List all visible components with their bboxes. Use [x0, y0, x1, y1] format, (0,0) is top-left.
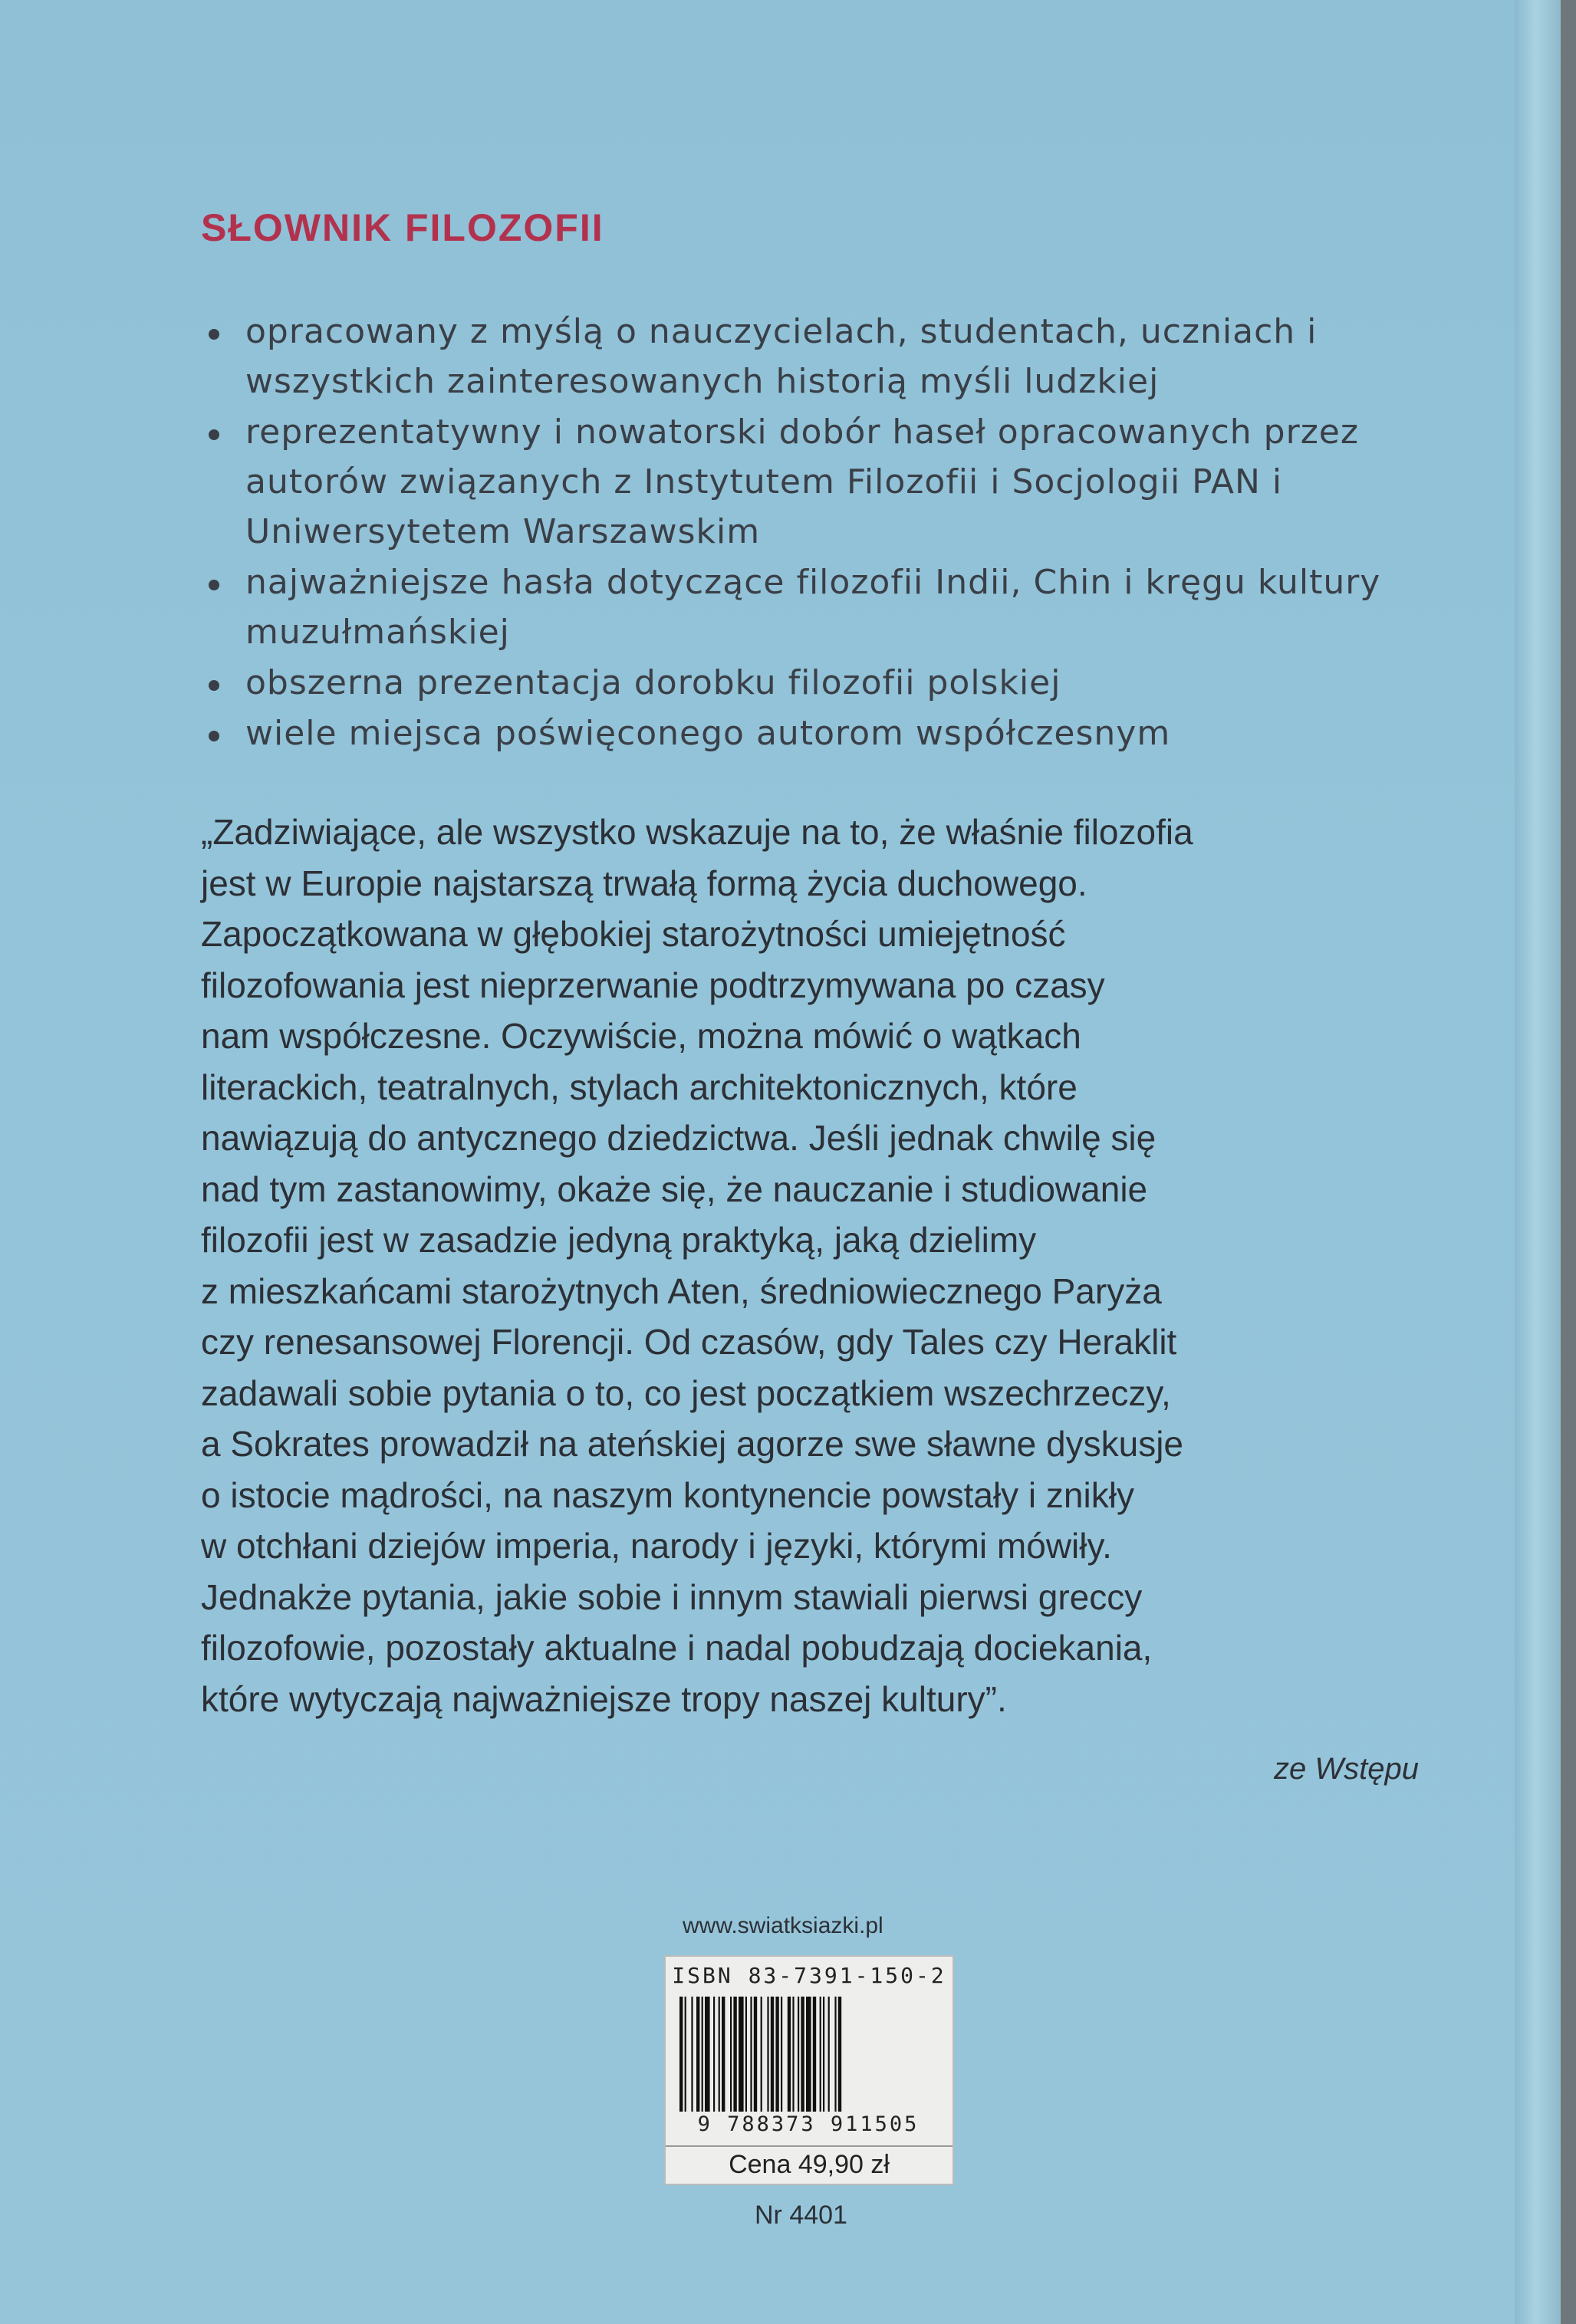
barcode-bar: [702, 1997, 703, 2112]
feature-list: [206, 307, 1402, 759]
barcode-bar: [801, 1997, 804, 2112]
barcode-bar: [750, 1997, 752, 2112]
price-tag: Cena 49,90 zł: [666, 2145, 953, 2180]
spine-edge: [1515, 0, 1561, 2324]
barcode-bar: [745, 1997, 747, 2112]
quote-line: nawiązują do antycznego dziedzictwa. Jeśli jednak chwilę się: [201, 1118, 1157, 1158]
quote-line: z mieszkańcami starożytnych Aten, średniowiecznego Paryża: [201, 1270, 1162, 1311]
barcode-bar: [820, 1997, 821, 2112]
barcode-digits: 9 788373 911505: [697, 2112, 920, 2136]
barcode-bar: [838, 1997, 841, 2112]
barcode-bar: [767, 1997, 768, 2112]
barcode-bar: [813, 1997, 816, 2112]
barcode-bar: [761, 1997, 762, 2112]
barcode-bar: [705, 1997, 710, 2112]
quote-line: filozofowania jest nieprzerwanie podtrzymywana po czasy: [201, 965, 1105, 1005]
barcode-bar: [722, 1997, 725, 2112]
barcode-bar: [733, 1997, 736, 2112]
quote-line: filozofii jest w zasadzie jedyną praktyką, jaką dzielimy: [201, 1220, 1037, 1260]
catalog-number: Nr 4401: [755, 2201, 847, 2230]
barcode-bar: [685, 1997, 686, 2112]
quote-line: „Zadziwiające, ale wszystko wskazuje na to, że właśnie filozofia: [201, 812, 1193, 852]
publisher-website: www.swiatksiazki.pl: [683, 1913, 883, 1938]
quote-line: Jednakże pytania, jakie sobie i innym stawiali pierwsi greccy: [201, 1576, 1143, 1617]
quote-line: nad tym zastanowimy, okaże się, że nauczanie i studiowanie: [201, 1169, 1148, 1209]
barcode-bar: [823, 1997, 824, 2112]
barcode-icon: [678, 1997, 939, 2112]
quote-line: w otchłani dziejów imperia, narody i języki, którymi mówiły.: [201, 1526, 1112, 1566]
feature-item: obszerna prezentacja dorobku filozofii polskiej: [206, 658, 1402, 708]
barcode-bar: [739, 1997, 744, 2112]
quote-line: nam współczesne. Oczywiście, można mówić o wątkach: [201, 1016, 1081, 1056]
barcode-bar: [730, 1997, 732, 2112]
quote-line: Zapoczątkowana w głębokiej starożytności umiejętność: [201, 914, 1066, 954]
feature-item: reprezentatywny i nowatorski dobór haseł opracowanych przez autorów związanych z Instytutem Filozofii i Socjologii PAN i Uniwersytetem Warszawskim: [206, 407, 1402, 557]
barcode-bar: [691, 1997, 693, 2112]
quote-line: filozofowie, pozostały aktualne i nadal pobudzają dociekania,: [201, 1628, 1153, 1668]
book-title: SŁOWNIK FILOZOFII: [201, 206, 604, 249]
page-edge: [1561, 0, 1576, 2324]
barcode-bar: [806, 1997, 811, 2112]
isbn-text: ISBN 83-7391-150-2: [672, 1963, 946, 1988]
quote-line: o istocie mądrości, na naszym kontynencie powstały i znikły: [201, 1474, 1134, 1515]
quote-line: które wytyczają najważniejsze tropy naszej kultury”.: [201, 1678, 1007, 1719]
barcode-bar: [792, 1997, 794, 2112]
barcode-bar: [798, 1997, 799, 2112]
barcode-bar: [788, 1997, 791, 2112]
feature-item: wiele miejsca poświęconego autorom współczesnym: [206, 708, 1402, 758]
feature-item: opracowany z myślą o nauczycielach, studentach, uczniach i wszystkich zainteresowanych historią myśli ludzkiej: [206, 307, 1402, 406]
quote-line: czy renesansowej Florencji. Od czasów, gdy Tales czy Heraklit: [201, 1322, 1177, 1362]
barcode-bar: [781, 1997, 782, 2112]
barcode-bar: [696, 1997, 699, 2112]
barcode-bar: [828, 1997, 830, 2112]
quote-line: a Sokrates prowadził na ateńskiej agorze swe sławne dyskusje: [201, 1424, 1183, 1464]
barcode-bar: [713, 1997, 715, 2112]
introduction-quote: [201, 807, 1474, 1724]
barcode-bar: [679, 1997, 683, 2112]
barcode-bar: [719, 1997, 720, 2112]
barcode-bar: [771, 1997, 774, 2112]
barcode-bar: [754, 1997, 757, 2112]
barcode-bar: [775, 1997, 778, 2112]
barcode-label: [664, 1955, 954, 2185]
quote-attribution: ze Wstępu: [1274, 1752, 1419, 1786]
quote-line: literackich, teatralnych, stylach architektonicznych, które: [201, 1067, 1078, 1107]
barcode-bar: [834, 1997, 836, 2112]
quote-line: jest w Europie najstarszą trwałą formą życia duchowego.: [201, 863, 1087, 903]
quote-line: zadawali sobie pytania o to, co jest początkiem wszechrzeczy,: [201, 1372, 1171, 1413]
feature-item: najważniejsze hasła dotyczące filozofii Indii, Chin i kręgu kultury muzułmańskiej: [206, 557, 1402, 657]
